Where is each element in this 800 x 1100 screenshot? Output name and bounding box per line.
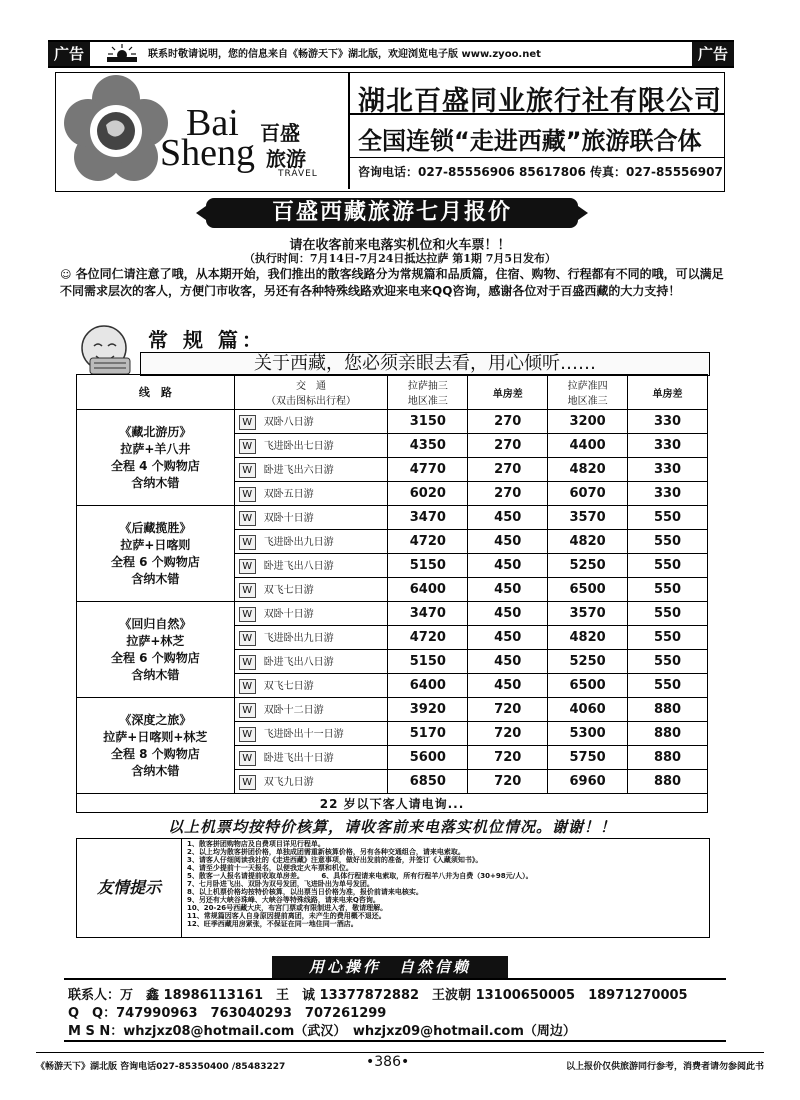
price-upgrade: 4820 (548, 530, 628, 554)
price-upgrade: 6070 (548, 482, 628, 506)
transport-mode: 双卧十日游 (263, 609, 314, 621)
itinerary-link[interactable] (234, 410, 388, 434)
itinerary-link[interactable] (234, 602, 388, 626)
header-price-2: 拉萨准四 地区准三 (548, 375, 628, 410)
price-upgrade: 5250 (548, 554, 628, 578)
tip-item: 5、散客一人报名请提前收取单房差。 6、具体行程请来电索取，所有行程羊八井为自费（30+98元/人）。 (187, 872, 533, 880)
price-standard: 3470 (388, 602, 468, 626)
transport-mode: 双卧十二日游 (263, 705, 324, 717)
single-supplement: 880 (628, 746, 708, 770)
route-name: 《后藏揽胜》 拉萨+日喀则 全程 6 个购物店 含纳木错 (77, 506, 235, 602)
itinerary-link[interactable] (234, 482, 388, 506)
itinerary-link[interactable] (234, 434, 388, 458)
intro-paragraph (60, 266, 724, 300)
header-single-1: 单房差 (468, 375, 548, 410)
price-standard: 5150 (388, 554, 468, 578)
company-slogan: 全国连锁“走进西藏”旅游联合体 (358, 127, 702, 155)
word-doc-icon[interactable]: W (239, 727, 256, 742)
transport-mode: 飞进卧出七日游 (263, 441, 334, 453)
word-doc-icon[interactable]: W (239, 511, 256, 526)
transport-mode: 卧进飞出六日游 (263, 465, 334, 477)
page-number: •386• (366, 1054, 410, 1070)
tip-item: 1、散客拼团购物店及自费项目详见行程单。 (187, 840, 325, 848)
single-supplement: 270 (468, 482, 548, 506)
company-contact: 咨询电话：027-85556906 85617806 传真：027-85556907 (358, 165, 723, 179)
single-supplement: 270 (468, 434, 548, 458)
single-supplement: 720 (468, 746, 548, 770)
tips-list (187, 840, 703, 928)
smiley-icon: ☺ (60, 268, 72, 281)
word-doc-icon[interactable]: W (239, 751, 256, 766)
price-upgrade: 4820 (548, 626, 628, 650)
single-supplement: 550 (628, 554, 708, 578)
single-supplement: 880 (628, 698, 708, 722)
single-supplement: 550 (628, 674, 708, 698)
itinerary-link[interactable] (234, 458, 388, 482)
price-upgrade: 6500 (548, 674, 628, 698)
single-supplement: 450 (468, 578, 548, 602)
single-supplement: 720 (468, 770, 548, 794)
price-standard: 5600 (388, 746, 468, 770)
itinerary-link[interactable] (234, 530, 388, 554)
single-supplement: 550 (628, 578, 708, 602)
route-name: 《回归自然》 拉萨+林芝 全程 6 个购物店 含纳木错 (77, 602, 235, 698)
table-row (77, 602, 708, 626)
table-row (77, 506, 708, 530)
header-route: 线 路 (77, 375, 235, 410)
price-standard: 3920 (388, 698, 468, 722)
transport-mode: 飞进卧出九日游 (263, 537, 334, 549)
airfare-note: 以上机票均按特价核算，请收客前来电落实机位情况。谢谢！！ (167, 818, 616, 836)
price-standard: 6850 (388, 770, 468, 794)
single-supplement: 270 (468, 410, 548, 434)
single-supplement: 720 (468, 722, 548, 746)
ad-tag-left: 广告 (48, 42, 90, 66)
price-standard: 4720 (388, 530, 468, 554)
itinerary-link[interactable] (234, 578, 388, 602)
itinerary-link[interactable] (234, 722, 388, 746)
transport-mode: 双卧五日游 (263, 489, 314, 501)
single-supplement: 550 (628, 650, 708, 674)
header-price-1: 拉萨抽三 地区准三 (388, 375, 468, 410)
price-upgrade: 6960 (548, 770, 628, 794)
transport-mode: 双卧十日游 (263, 513, 314, 525)
itinerary-link[interactable] (234, 626, 388, 650)
price-upgrade: 4400 (548, 434, 628, 458)
word-doc-icon[interactable]: W (239, 559, 256, 574)
company-logo (56, 73, 346, 189)
ad-strip-text: 联系时敬请说明，您的信息来自《畅游天下》湖北版，欢迎浏览电子版 www.zyoo.net (148, 49, 541, 60)
price-standard: 3150 (388, 410, 468, 434)
word-doc-icon[interactable]: W (239, 439, 256, 454)
single-supplement: 720 (468, 698, 548, 722)
logo-cn-2: 旅游 (266, 147, 306, 171)
single-supplement: 450 (468, 674, 548, 698)
header-divider (350, 157, 724, 158)
price-standard: 6020 (388, 482, 468, 506)
notice-confirm: 请在收客前来电落实机位和火车票！！ (289, 238, 511, 253)
logo-travel-text: TRAVEL (278, 169, 318, 179)
price-standard: 6400 (388, 674, 468, 698)
single-supplement: 550 (628, 530, 708, 554)
price-standard: 3470 (388, 506, 468, 530)
single-supplement: 550 (628, 602, 708, 626)
logo-bai-text: Bai (186, 102, 239, 144)
word-doc-icon[interactable]: W (239, 487, 256, 502)
tip-item: 9、另还有大峡谷珠峰、大峡谷等特殊线路，请来电来Q咨询。 (187, 896, 380, 904)
price-standard: 5150 (388, 650, 468, 674)
single-supplement: 450 (468, 650, 548, 674)
price-upgrade: 5250 (548, 650, 628, 674)
itinerary-link[interactable] (234, 554, 388, 578)
table-body (77, 410, 708, 794)
single-supplement: 450 (468, 530, 548, 554)
motto-banner: 用心操作 自然信赖 (272, 956, 508, 978)
single-supplement: 330 (628, 458, 708, 482)
intro-text: 各位同仁请注意了哦，从本期开始，我们推出的散客线路分为常规篇和品质篇，住宿、购物、行程都有不同的哦，可以满足不同需求层次的客人，方便门市收客，另还有各种特殊线路欢迎来电来QQ咨询，感谢各位对于百盛西藏的大力支持！ (60, 267, 724, 298)
single-supplement: 880 (628, 722, 708, 746)
tips-box (76, 838, 710, 938)
price-standard: 6400 (388, 578, 468, 602)
header-single-2: 单房差 (628, 375, 708, 410)
word-doc-icon[interactable]: W (239, 679, 256, 694)
price-upgrade: 3200 (548, 410, 628, 434)
word-doc-icon[interactable]: W (239, 415, 256, 430)
single-supplement: 880 (628, 770, 708, 794)
word-doc-icon[interactable]: W (239, 535, 256, 550)
tip-item: 3、请客人仔细阅读我社的《走进西藏》注意事项，做好出发前的准备，并签订《入藏须知书》。 (187, 856, 483, 864)
price-upgrade: 6500 (548, 578, 628, 602)
tip-item: 7、七月卧进飞出、双卧为双号发团，飞进卧出为单号发团。 (187, 880, 374, 888)
itinerary-link[interactable] (234, 770, 388, 794)
footer-left-text: 《畅游天下》湖北版 咨询电话027-85350400 /85483227 (36, 1062, 286, 1072)
word-doc-icon[interactable]: W (239, 775, 256, 790)
tip-item: 12、旺季西藏用房紧张，不保证在同一地住同一酒店。 (187, 920, 358, 928)
table-row (77, 410, 708, 434)
word-doc-icon[interactable]: W (239, 463, 256, 478)
itinerary-link[interactable] (234, 650, 388, 674)
contact-qq: Q Q：747990963 763040293 707261299 (68, 1006, 387, 1021)
single-supplement: 270 (468, 458, 548, 482)
tip-item: 11、常规篇因客人自身原因提前离团，未产生的费用概不退还。 (187, 912, 386, 920)
single-supplement: 330 (628, 434, 708, 458)
tip-item: 8、以上机票价格均按特价核算，以出票当日价格为准，报价前请来电核实。 (187, 888, 423, 896)
company-header (55, 72, 725, 192)
word-doc-icon[interactable]: W (239, 607, 256, 622)
transport-mode: 卧进飞出八日游 (263, 561, 334, 573)
notice-period: （执行时间：7月14日-7月24日抵达拉萨 第1期 7月5日发布） (243, 252, 557, 265)
section-title: 常 规 篇： (148, 328, 266, 352)
price-table (76, 374, 708, 813)
transport-mode: 双卧八日游 (263, 417, 314, 429)
under22-note: 22 岁以下客人请电询... (77, 794, 708, 813)
itinerary-link[interactable] (234, 506, 388, 530)
single-supplement: 330 (628, 410, 708, 434)
ad-strip (48, 40, 734, 68)
price-standard: 4770 (388, 458, 468, 482)
magazine-logo-icon (102, 43, 142, 63)
table-row (77, 698, 708, 722)
itinerary-link[interactable] (234, 674, 388, 698)
price-upgrade: 3570 (548, 602, 628, 626)
single-supplement: 550 (628, 626, 708, 650)
tips-label: 友情提示 (77, 839, 182, 937)
price-upgrade: 5750 (548, 746, 628, 770)
slogan-bar: 关于西藏，您必须亲眼去看，用心倾听…… (140, 352, 710, 376)
single-supplement: 450 (468, 626, 548, 650)
price-standard: 4350 (388, 434, 468, 458)
transport-mode: 双飞九日游 (263, 777, 314, 789)
footer-right-text: 以上报价仅供旅游同行参考，消费者请勿参阅此书 (565, 1062, 764, 1072)
price-upgrade: 3570 (548, 506, 628, 530)
price-standard: 4720 (388, 626, 468, 650)
header-divider (350, 113, 724, 115)
page-title: 百盛西藏旅游七月报价 (206, 198, 578, 228)
table-header-row (77, 375, 708, 410)
under22-row (77, 794, 708, 813)
contacts-block (64, 978, 726, 1042)
single-supplement: 330 (628, 482, 708, 506)
route-name: 《藏北游历》 拉萨+羊八井 全程 4 个购物店 含纳木错 (77, 410, 235, 506)
itinerary-link[interactable] (234, 698, 388, 722)
price-upgrade: 4060 (548, 698, 628, 722)
word-doc-icon[interactable]: W (239, 655, 256, 670)
word-doc-icon[interactable]: W (239, 631, 256, 646)
transport-mode: 飞进卧出九日游 (263, 633, 334, 645)
word-doc-icon[interactable]: W (239, 703, 256, 718)
transport-mode: 飞进卧出十一日游 (263, 729, 344, 741)
logo-cn-1: 百盛 (260, 121, 300, 145)
price-upgrade: 5300 (548, 722, 628, 746)
mascot-icon (74, 322, 140, 378)
route-name: 《深度之旅》 拉萨+日喀则+林芝 全程 8 个购物店 含纳木错 (77, 698, 235, 794)
single-supplement: 550 (628, 506, 708, 530)
tip-item: 10、20-26号西藏大庆，布宫门票或有限制进入者，敬请理解。 (187, 904, 388, 912)
logo-sheng-text: Sheng (160, 132, 255, 174)
itinerary-link[interactable] (234, 746, 388, 770)
single-supplement: 450 (468, 602, 548, 626)
transport-mode: 双飞七日游 (263, 681, 314, 693)
transport-mode: 卧进飞出十日游 (263, 753, 334, 765)
transport-mode: 双飞七日游 (263, 585, 314, 597)
ad-tag-right: 广告 (692, 42, 734, 66)
company-info (348, 73, 724, 189)
single-supplement: 450 (468, 506, 548, 530)
company-name: 湖北百盛同业旅行社有限公司 (358, 86, 722, 117)
tip-item: 4、请至少提前十一天报名，以便我定火车票和机位。 (187, 864, 353, 872)
tip-item: 2、以上均为散客拼团价格，单独成团需重新核算价格，另有各种交通组合，请来电索取。 (187, 848, 465, 856)
price-standard: 5170 (388, 722, 468, 746)
price-upgrade: 4820 (548, 458, 628, 482)
word-doc-icon[interactable]: W (239, 583, 256, 598)
transport-mode: 卧进飞出八日游 (263, 657, 334, 669)
single-supplement: 450 (468, 554, 548, 578)
page-footer (36, 1052, 764, 1075)
header-transport: 交 通 （双击图标出行程） (234, 375, 388, 410)
contact-msn: M S N：whzjxz08@hotmail.com（武汉） whzjxz09@hotmail.com（周边） (68, 1024, 576, 1039)
contact-persons: 联系人：万 鑫 18986113161 王 诚 13377872882 王波朝 13100650005 18971270005 (68, 988, 688, 1003)
